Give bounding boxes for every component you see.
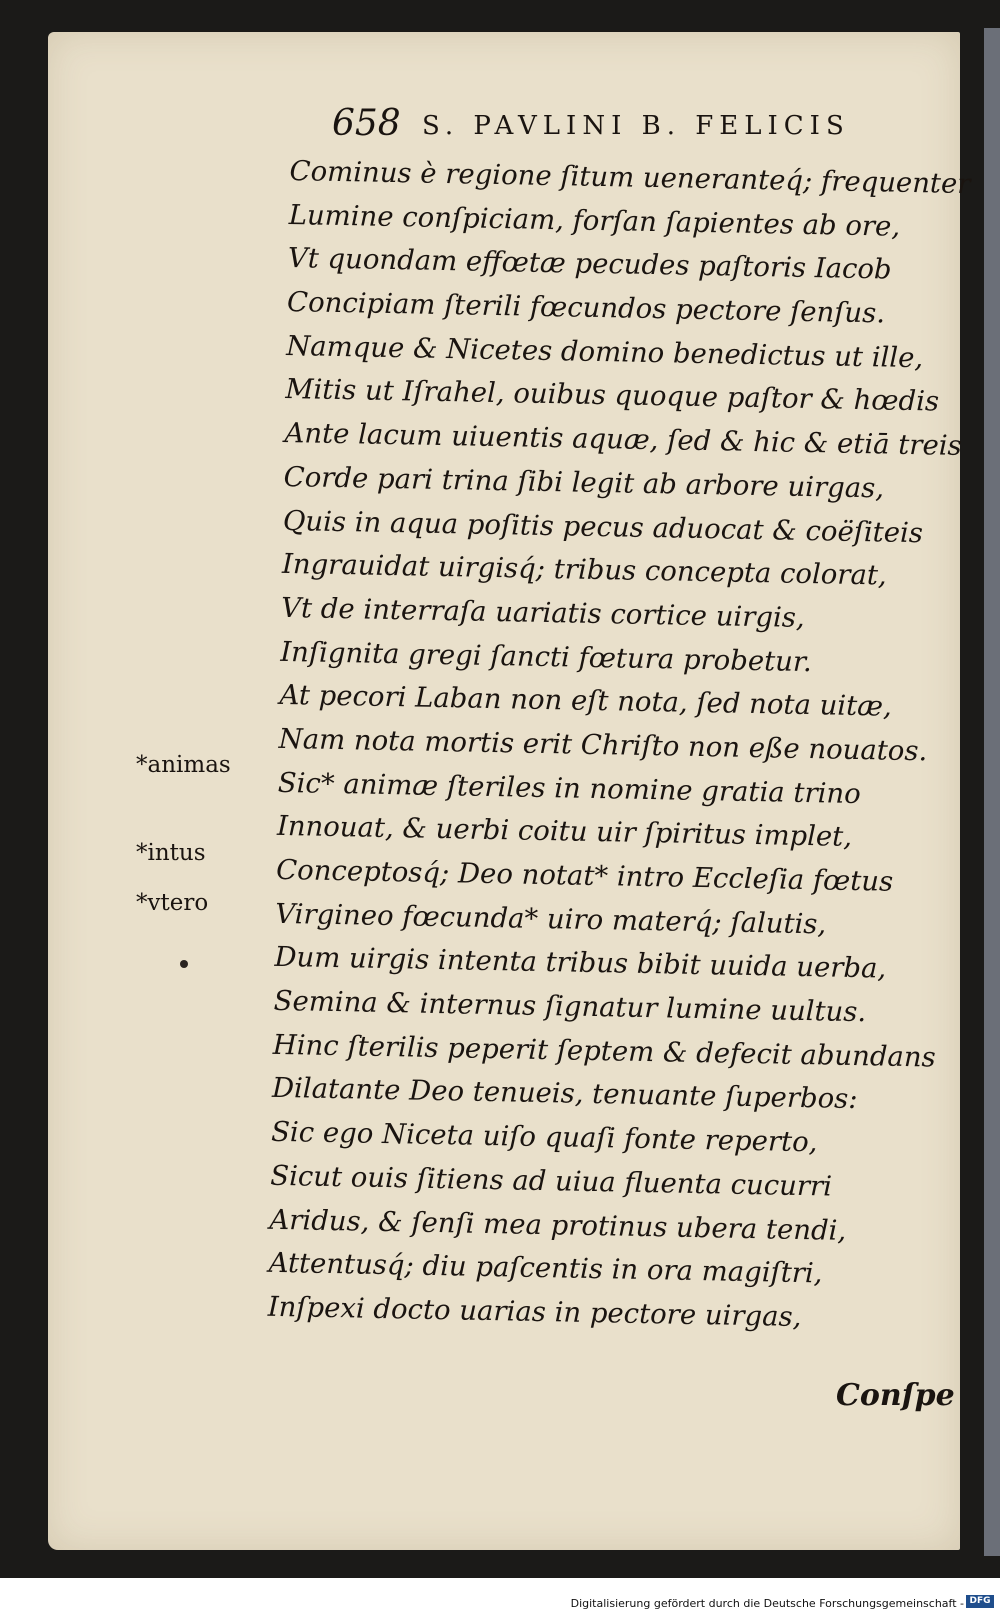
verse-line: Nam nota mortis erit Chriſto non eße nouatos.: [278, 722, 928, 768]
verse-line: Vt de interraſa uariatis cortice uirgis,: [280, 591, 805, 634]
running-head: S. PAVLINI B. FELICIS: [422, 111, 850, 141]
page-header: [332, 103, 902, 149]
verse-line: Aridus, & ſenſi mea protinus ubera tendi,: [269, 1203, 847, 1247]
verse-line: At pecori Laban non eſt nota, ſed nota uitæ,: [279, 679, 893, 723]
verse-line: Ingrauidat uirgisq́; tribus concepta colorat,: [281, 548, 887, 592]
page-number: 658: [332, 103, 401, 144]
verse-line: Cominus è regione ſitum ueneranteq́; frequenter: [289, 154, 971, 201]
margin-note-animas: *animas: [136, 752, 231, 778]
verse-line: Inſignita gregi ſancti fœtura probetur.: [280, 635, 813, 678]
verse-line: Conceptosq́; Deo notat* intro Eccleſia fœtus: [275, 853, 894, 898]
margin-note-intus: *intus: [136, 840, 206, 866]
verse-line: Concipiam ſterili fœcundos pectore ſenſus.: [286, 286, 886, 330]
verse-line: Virgineo fœcunda* uiro materq́; ſalutis,: [275, 897, 827, 941]
verse-line: Ante lacum uiuentis aquæ, ſed & hic & etiā treis: [284, 417, 962, 463]
verse-line: Quis in aqua poſitis pecus aduocat & coëſiteis: [282, 504, 924, 549]
verse-line: Inſpexi docto uarias in pectore uirgas,: [267, 1290, 802, 1333]
funding-credit: Digitalisierung gefördert durch die Deutsche Forschungsgemeinschaft -: [570, 1597, 964, 1610]
verse-line: Vt quondam effœtæ pecudes paſtoris Iacob: [287, 242, 892, 286]
ink-spot: [180, 960, 188, 968]
verse-line: Namque & Nicetes domino benedictus ut ille,: [285, 329, 924, 374]
verse-line: Dilatante Deo tenueis, tenuante ſuperbos:: [271, 1072, 858, 1116]
verse-line: Attentusq́; diu paſcentis in ora magiſtri,: [268, 1246, 823, 1290]
verse-line: Dum uirgis intenta tribus bibit uuida uerba,: [274, 941, 887, 985]
verse-line: Hinc ſterilis peperit ſeptem & defecit abundans: [272, 1028, 937, 1074]
dfg-logo-icon: DFG: [966, 1595, 994, 1608]
verse-line: Semina & internus ſignatur lumine uultus.: [273, 984, 867, 1029]
verse-line: Lumine conſpiciam, forſan ſapientes ab ore,: [288, 198, 901, 243]
catchword: Conſpe: [836, 1378, 955, 1413]
verse-line: Corde pari trina ſibi legit ab arbore uirgas,: [283, 460, 885, 505]
verse-line: Sic* animæ ſteriles in nomine gratia trino: [277, 766, 862, 810]
scanner-edge-strip: [984, 28, 1000, 1556]
verse-line: Innouat, & uerbi coitu uir ſpiritus implet,: [276, 810, 853, 854]
verse-text: [267, 150, 971, 1342]
verse-line: Mitis ut Iſrahel, ouibus quoque paſtor & hœdis: [285, 373, 940, 418]
verse-line: Sic ego Niceta uiſo quaſi fonte reperto,: [270, 1115, 818, 1159]
margin-note-vtero: *vtero: [136, 890, 209, 916]
verse-line: Sicut ouis ſitiens ad uiua fluenta cucurri: [269, 1159, 833, 1203]
